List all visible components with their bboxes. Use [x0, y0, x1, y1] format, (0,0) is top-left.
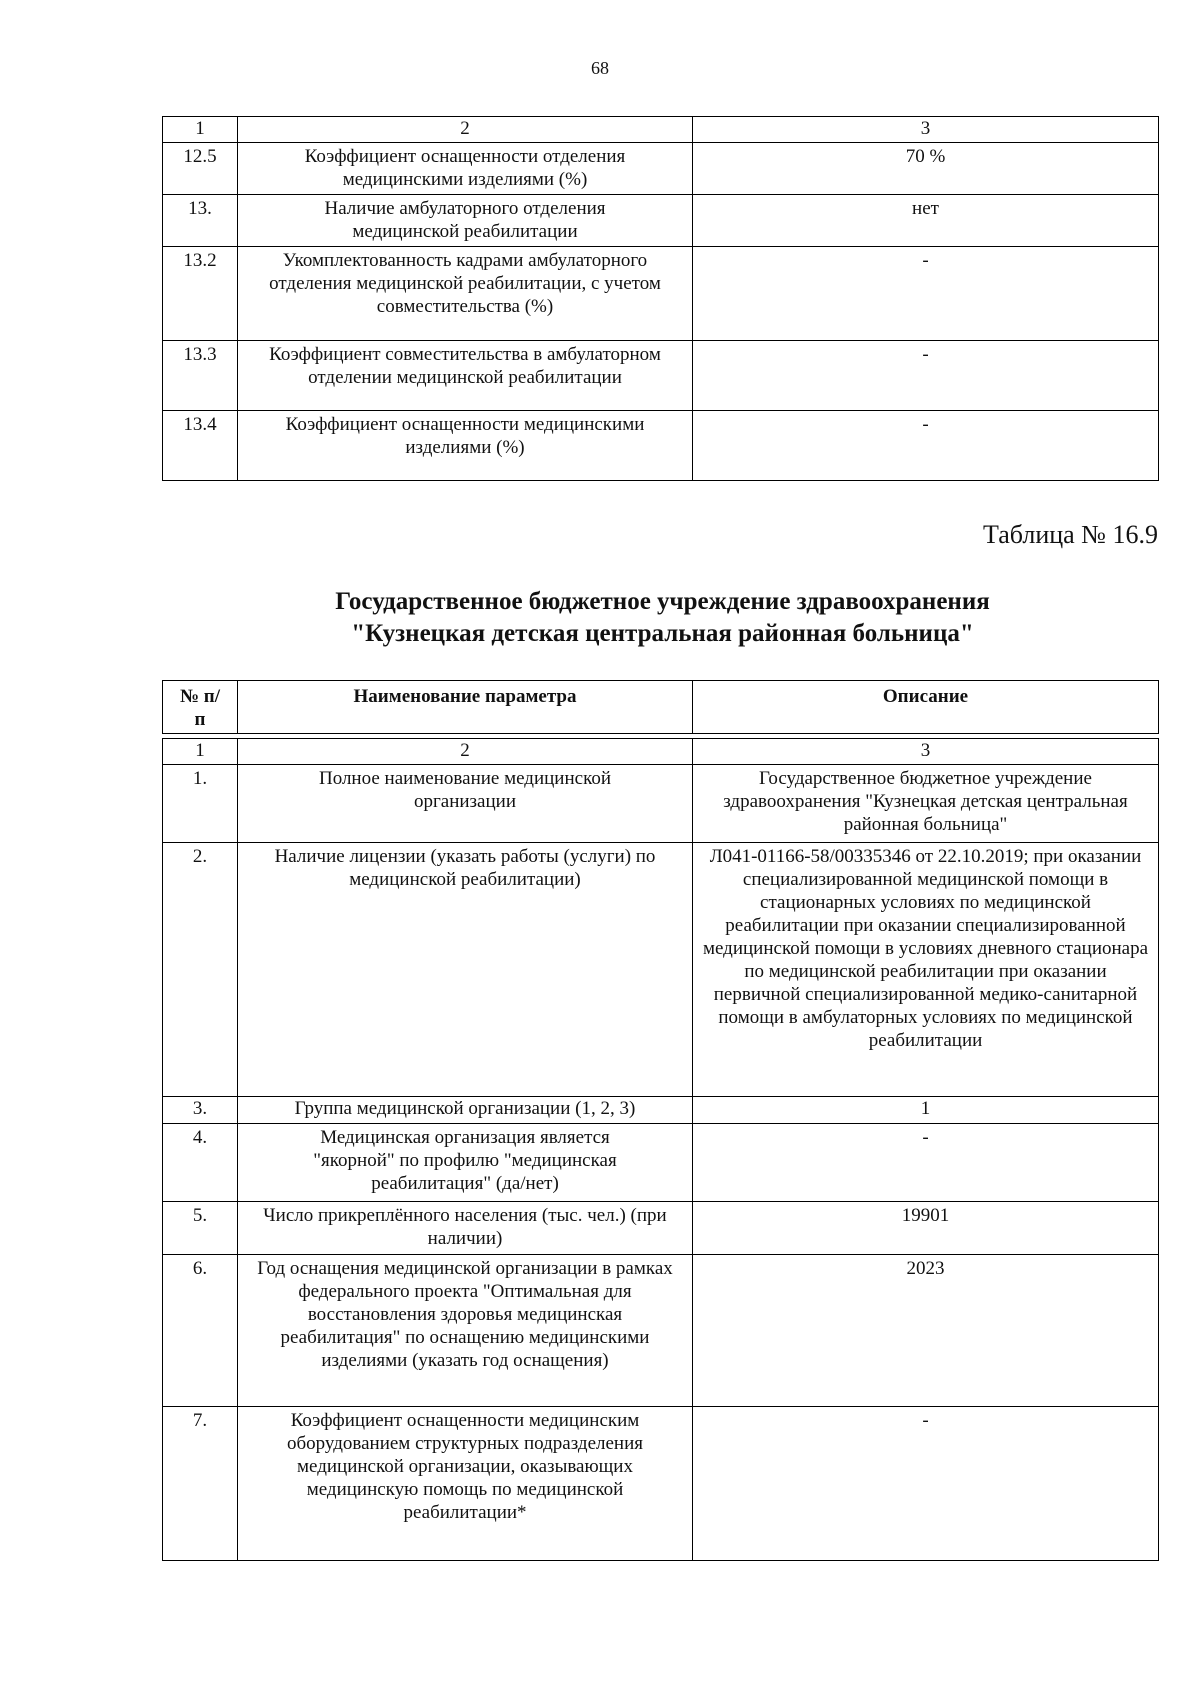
table-row [163, 1202, 1159, 1255]
parameter-name: Укомплектованность кадрами амбулаторного отделения медицинской реабилитации, с учетом совместительства (%) [238, 247, 693, 341]
parameter-value: 1 [693, 1097, 1159, 1124]
table-row [163, 765, 1159, 843]
parameter-name: Коэффициент совместительства в амбулаторном отделении медицинской реабилитации [238, 341, 693, 411]
row-number: 12.5 [163, 143, 238, 195]
parameter-value: 19901 [693, 1202, 1159, 1255]
parameter-value: - [693, 1124, 1159, 1202]
parameter-name: Наличие амбулаторного отделения медицинской реабилитации [238, 195, 693, 247]
row-number: 1. [163, 765, 238, 843]
row-number: 4. [163, 1124, 238, 1202]
table-row [163, 143, 1159, 195]
organization-title-line: Государственное бюджетное учреждение здравоохранения [335, 588, 990, 615]
parameter-value: Л041-01166-58/00335346 от 22.10.2019; при оказании специализированной медицинской помощи в стационарных условиях по медицинской реабилитации при оказании специализированной медицинской помощи в условиях дневного стационара по медицинской реабилитации при оказании первичной специализированной медико-санитарной помощи в амбулаторных условиях по медицинской реабилитации [693, 843, 1159, 1097]
organization-table [162, 738, 1159, 1561]
parameter-name: Коэффициент оснащенности отделения медицинскими изделиями (%) [238, 143, 693, 195]
table-row [163, 411, 1159, 481]
table-row [163, 195, 1159, 247]
row-number: 13.2 [163, 247, 238, 341]
header-description: Описание [693, 681, 1159, 734]
table-row [163, 341, 1159, 411]
table-row [163, 247, 1159, 341]
table-row [163, 843, 1159, 1097]
parameter-name: Коэффициент оснащенности медицинскими изделиями (%) [238, 411, 693, 481]
parameter-name: Год оснащения медицинской организации в рамках федерального проекта "Оптимальная для восстановления здоровья медицинская реабилитация" по оснащению медицинскими изделиями (указать год оснащения) [238, 1255, 693, 1407]
parameter-value: - [693, 341, 1159, 411]
column-number: 2 [238, 739, 693, 765]
column-number: 2 [238, 117, 693, 143]
column-number: 1 [163, 739, 238, 765]
parameter-value: 70 % [693, 143, 1159, 195]
parameter-name: Медицинская организация является "якорной" по профилю "медицинская реабилитация" (да/нет) [238, 1124, 693, 1202]
column-number-row [163, 117, 1159, 143]
parameter-value: - [693, 247, 1159, 341]
header-number: № п/п [163, 681, 238, 734]
parameter-value: - [693, 411, 1159, 481]
row-number: 5. [163, 1202, 238, 1255]
header-parameter: Наименование параметра [238, 681, 693, 734]
header-row [163, 681, 1159, 734]
column-number: 1 [163, 117, 238, 143]
header-table [162, 680, 1159, 734]
table-caption: Таблица № 16.9 [982, 520, 1158, 549]
table-row [163, 1407, 1159, 1561]
row-number: 13. [163, 195, 238, 247]
table-row [163, 1255, 1159, 1407]
column-number-row [163, 739, 1159, 765]
parameter-name: Полное наименование медицинской организации [238, 765, 693, 843]
parameter-value: нет [693, 195, 1159, 247]
continuation-table [162, 116, 1159, 481]
row-number: 7. [163, 1407, 238, 1561]
parameter-name: Число прикреплённого населения (тыс. чел.) (при наличии) [238, 1202, 693, 1255]
row-number: 13.4 [163, 411, 238, 481]
row-number: 3. [163, 1097, 238, 1124]
row-number: 13.3 [163, 341, 238, 411]
table-row [163, 1097, 1159, 1124]
page-number: 68 [591, 58, 609, 78]
parameter-value: Государственное бюджетное учреждение здравоохранения "Кузнецкая детская центральная районная больница" [693, 765, 1159, 843]
column-number: 3 [693, 739, 1159, 765]
parameter-name: Коэффициент оснащенности медицинским оборудованием структурных подразделения медицинской организации, оказывающих медицинскую помощь по медицинской реабилитации* [238, 1407, 693, 1561]
organization-title [0, 586, 1200, 650]
row-number: 6. [163, 1255, 238, 1407]
parameter-value: - [693, 1407, 1159, 1561]
organization-title-line: "Кузнецкая детская центральная районная больница" [351, 620, 974, 647]
parameter-name: Наличие лицензии (указать работы (услуги) по медицинской реабилитации) [238, 843, 693, 1097]
row-number: 2. [163, 843, 238, 1097]
column-number: 3 [693, 117, 1159, 143]
table-row [163, 1124, 1159, 1202]
parameter-value: 2023 [693, 1255, 1159, 1407]
parameter-name: Группа медицинской организации (1, 2, 3) [238, 1097, 693, 1124]
